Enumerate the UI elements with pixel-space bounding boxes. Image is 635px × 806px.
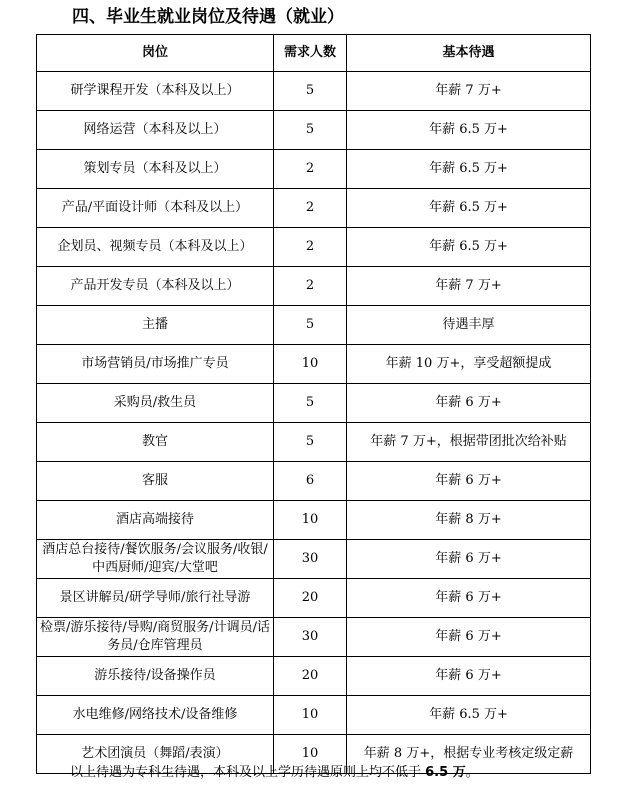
cell-salary: 年薪 6 万+ — [347, 384, 591, 423]
cell-position: 检票/游乐接待/导购/商贸服务/计调员/话务员/仓库管理员 — [37, 618, 274, 657]
cell-salary: 年薪 7 万+ — [347, 72, 591, 111]
cell-count: 5 — [274, 72, 347, 111]
cell-salary: 年薪 6 万+ — [347, 579, 591, 618]
footnote-emphasis: 6.5 万 — [425, 765, 466, 780]
cell-position: 研学课程开发（本科及以上） — [37, 72, 274, 111]
header-salary: 基本待遇 — [347, 35, 591, 72]
cell-salary: 年薪 6.5 万+ — [347, 696, 591, 735]
cell-count: 2 — [274, 267, 347, 306]
section-title: 四、毕业生就业岗位及待遇（就业） — [72, 7, 344, 27]
table-row — [37, 618, 591, 657]
table-row — [37, 228, 591, 267]
table-row — [37, 150, 591, 189]
cell-position: 网络运营（本科及以上） — [37, 111, 274, 150]
table-row — [37, 423, 591, 462]
cell-salary: 年薪 6 万+ — [347, 618, 591, 657]
table-row — [37, 306, 591, 345]
table-row — [37, 384, 591, 423]
cell-count: 30 — [274, 540, 347, 579]
cell-position: 产品/平面设计师（本科及以上） — [37, 189, 274, 228]
cell-position: 主播 — [37, 306, 274, 345]
footnote-text: 以上待遇为专科生待遇，本科及以上学历待遇原则上均不低于 — [70, 765, 426, 780]
cell-salary: 年薪 10 万+，享受超额提成 — [347, 345, 591, 384]
header-position: 岗位 — [37, 35, 274, 72]
cell-salary: 年薪 6 万+ — [347, 540, 591, 579]
cell-count: 20 — [274, 579, 347, 618]
cell-salary: 年薪 6 万+ — [347, 657, 591, 696]
cell-position: 酒店总台接待/餐饮服务/会议服务/收银/中西厨师/迎宾/大堂吧 — [37, 540, 274, 579]
cell-salary: 年薪 6.5 万+ — [347, 150, 591, 189]
cell-position: 游乐接待/设备操作员 — [37, 657, 274, 696]
table-row — [37, 72, 591, 111]
cell-salary: 年薪 7 万+ — [347, 267, 591, 306]
cell-count: 2 — [274, 228, 347, 267]
cell-salary: 年薪 6.5 万+ — [347, 189, 591, 228]
cell-position: 企划员、视频专员（本科及以上） — [37, 228, 274, 267]
cell-count: 10 — [274, 501, 347, 540]
table-row — [37, 579, 591, 618]
cell-position: 客服 — [37, 462, 274, 501]
cell-count: 5 — [274, 423, 347, 462]
table-row — [37, 657, 591, 696]
table-header-row — [37, 35, 591, 72]
table-row — [37, 111, 591, 150]
cell-position: 酒店高端接待 — [37, 501, 274, 540]
cell-count: 6 — [274, 462, 347, 501]
cell-count: 5 — [274, 384, 347, 423]
cell-position: 水电维修/网络技术/设备维修 — [37, 696, 274, 735]
jobs-table — [36, 34, 591, 774]
cell-count: 10 — [274, 345, 347, 384]
cell-position: 艺术团演员（舞蹈/表演） — [37, 735, 274, 774]
table-row — [37, 267, 591, 306]
cell-count: 5 — [274, 306, 347, 345]
table-row — [37, 462, 591, 501]
cell-salary: 年薪 6.5 万+ — [347, 111, 591, 150]
footnote — [70, 763, 479, 783]
cell-count: 30 — [274, 618, 347, 657]
cell-count: 2 — [274, 189, 347, 228]
table-row — [37, 501, 591, 540]
table-row — [37, 540, 591, 579]
cell-count: 5 — [274, 111, 347, 150]
cell-count: 20 — [274, 657, 347, 696]
cell-count: 2 — [274, 150, 347, 189]
cell-salary: 年薪 8 万+ — [347, 501, 591, 540]
table-row — [37, 345, 591, 384]
cell-count: 10 — [274, 735, 347, 774]
cell-position: 教官 — [37, 423, 274, 462]
cell-salary: 待遇丰厚 — [347, 306, 591, 345]
cell-salary: 年薪 6 万+ — [347, 462, 591, 501]
cell-salary: 年薪 7 万+，根据带团批次给补贴 — [347, 423, 591, 462]
footnote-end: 。 — [465, 765, 479, 780]
table-row — [37, 696, 591, 735]
header-count: 需求人数 — [274, 35, 347, 72]
cell-salary: 年薪 8 万+，根据专业考核定级定薪 — [347, 735, 591, 774]
cell-position: 策划专员（本科及以上） — [37, 150, 274, 189]
cell-position: 采购员/救生员 — [37, 384, 274, 423]
cell-salary: 年薪 6.5 万+ — [347, 228, 591, 267]
cell-position: 产品开发专员（本科及以上） — [37, 267, 274, 306]
table-row — [37, 189, 591, 228]
cell-position: 景区讲解员/研学导师/旅行社导游 — [37, 579, 274, 618]
cell-position: 市场营销员/市场推广专员 — [37, 345, 274, 384]
cell-count: 10 — [274, 696, 347, 735]
